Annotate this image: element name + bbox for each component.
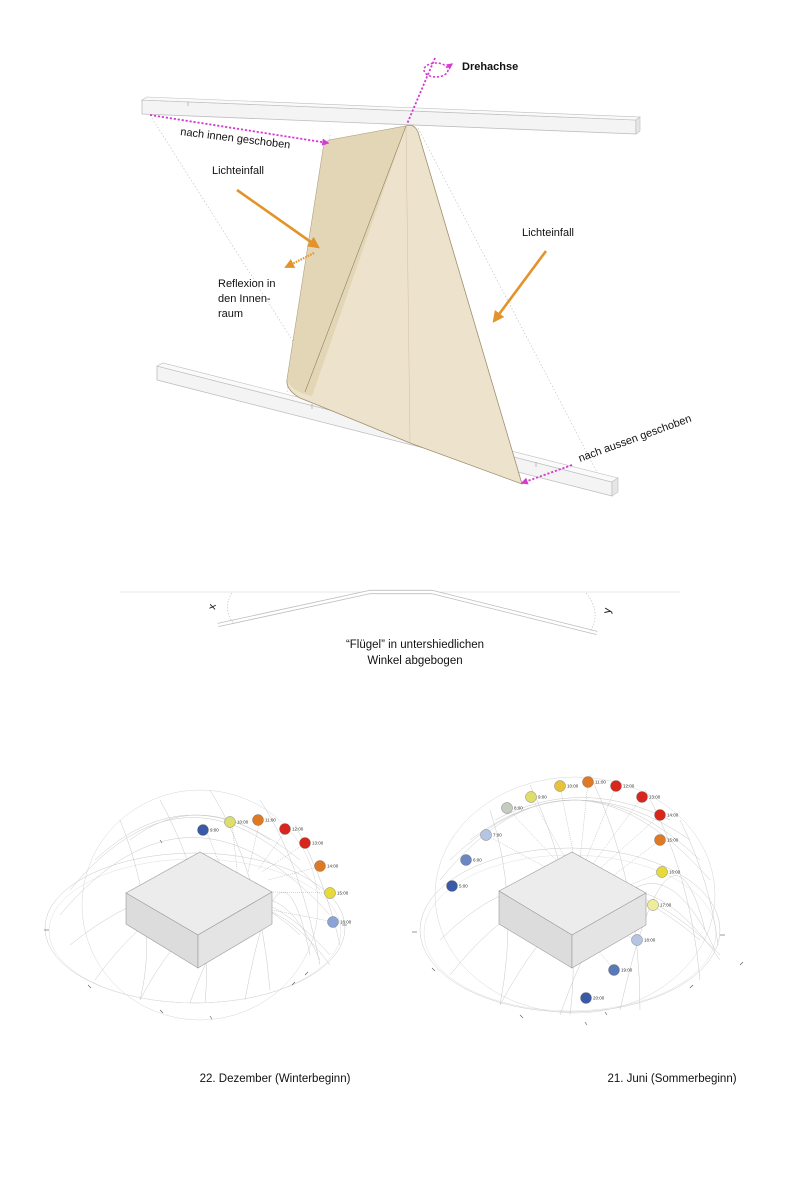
summer-sun-time-500: 5:00 (459, 883, 468, 889)
summer-sun-time-1500: 15:00 (667, 837, 679, 843)
summer-sun-1600 (657, 867, 668, 878)
light-incidence-left (212, 165, 318, 247)
summer-sun-500 (447, 881, 458, 892)
summer-sun-time-1400: 14:00 (667, 812, 679, 818)
summer-sun-800 (502, 803, 513, 814)
winter-sun-time-1200: 12:00 (292, 826, 304, 832)
summer-sun-1200 (611, 781, 622, 792)
angle-diagram (120, 592, 680, 667)
sunpath-summer (412, 775, 743, 1085)
winter-sun-time-1400: 14:00 (327, 863, 339, 869)
winter-sun-1600 (328, 917, 339, 928)
light-incidence-right (494, 227, 574, 321)
summer-sun-time-800: 8:00 (514, 805, 523, 811)
lichteinfall-right-label: Lichteinfall (522, 227, 574, 239)
winter-sun-time-900: 9:00 (210, 827, 219, 833)
summer-sun-time-900: 9:00 (538, 794, 547, 800)
reflexion-line-1: Reflexion in (218, 278, 276, 290)
summer-sun-time-1000: 10:00 (567, 783, 579, 789)
winter-sun-time-1300: 13:00 (312, 840, 324, 846)
nach-innen-label: nach innen geschoben (179, 126, 291, 152)
winter-sun-1200 (280, 824, 291, 835)
winter-sun-time-1100: 11:00 (265, 817, 276, 823)
angle-caption-line-1: “Flügel” in untershiedlichen (345, 639, 485, 651)
winter-sun-900 (198, 825, 209, 836)
summer-caption: 21. Juni (Sommerbeginn) (607, 1073, 737, 1085)
summer-sun-700 (481, 830, 492, 841)
sunpath-winter (44, 790, 352, 1085)
drehachse-label: Drehachse (462, 61, 519, 73)
summer-sun-600 (461, 855, 472, 866)
reflexion-line-2: den Innen- (218, 293, 271, 305)
summer-sun-1300 (637, 792, 648, 803)
angle-x-label: x (206, 603, 219, 611)
summer-sun-1000 (555, 781, 566, 792)
summer-sun-1100 (583, 777, 594, 788)
summer-sun-time-700: 7:00 (493, 832, 502, 838)
summer-sun-2000 (581, 993, 592, 1004)
summer-sun-900 (526, 792, 537, 803)
summer-sun-time-1200: 12:00 (623, 783, 635, 789)
summer-sun-1400 (655, 810, 666, 821)
winter-sun-1000 (225, 817, 236, 828)
summer-sun-time-2000: 20:00 (593, 995, 605, 1001)
summer-sun-time-1800: 18:00 (644, 937, 656, 943)
summer-building (499, 852, 646, 968)
summer-sun-time-600: 6:00 (473, 857, 482, 863)
panel-diagram (142, 58, 693, 496)
reflexion-line-3: raum (218, 308, 244, 320)
nach-aussen-label: nach aussen geschoben (576, 412, 694, 465)
winter-sun-time-1000: 10:00 (237, 819, 249, 825)
summer-sun-1700 (648, 900, 659, 911)
winter-caption: 22. Dezember (Winterbeginn) (199, 1073, 351, 1085)
winter-sun-1400 (315, 861, 326, 872)
winter-building (126, 852, 272, 968)
angle-y-label: y (601, 607, 614, 615)
winter-sun-1500 (325, 888, 336, 899)
summer-sun-time-1100: 11:00 (595, 779, 606, 785)
summer-sun-1500 (655, 835, 666, 846)
winter-sun-1100 (253, 815, 264, 826)
lichteinfall-left-label: Lichteinfall (212, 165, 264, 177)
summer-sun-time-1700: 17:00 (660, 902, 672, 908)
summer-sun-1900 (609, 965, 620, 976)
summer-sun-time-1300: 13:00 (649, 794, 661, 800)
winter-sun-1300 (300, 838, 311, 849)
folded-panel (287, 125, 522, 484)
winter-sun-time-1600: 16:00 (340, 919, 352, 925)
summer-sun-time-1900: 19:00 (621, 967, 633, 973)
summer-sun-1800 (632, 935, 643, 946)
angle-caption-line-2: Winkel abgebogen (367, 655, 463, 667)
summer-sun-time-1600: 16:00 (669, 869, 681, 875)
winter-sun-time-1500: 15:00 (337, 890, 349, 896)
